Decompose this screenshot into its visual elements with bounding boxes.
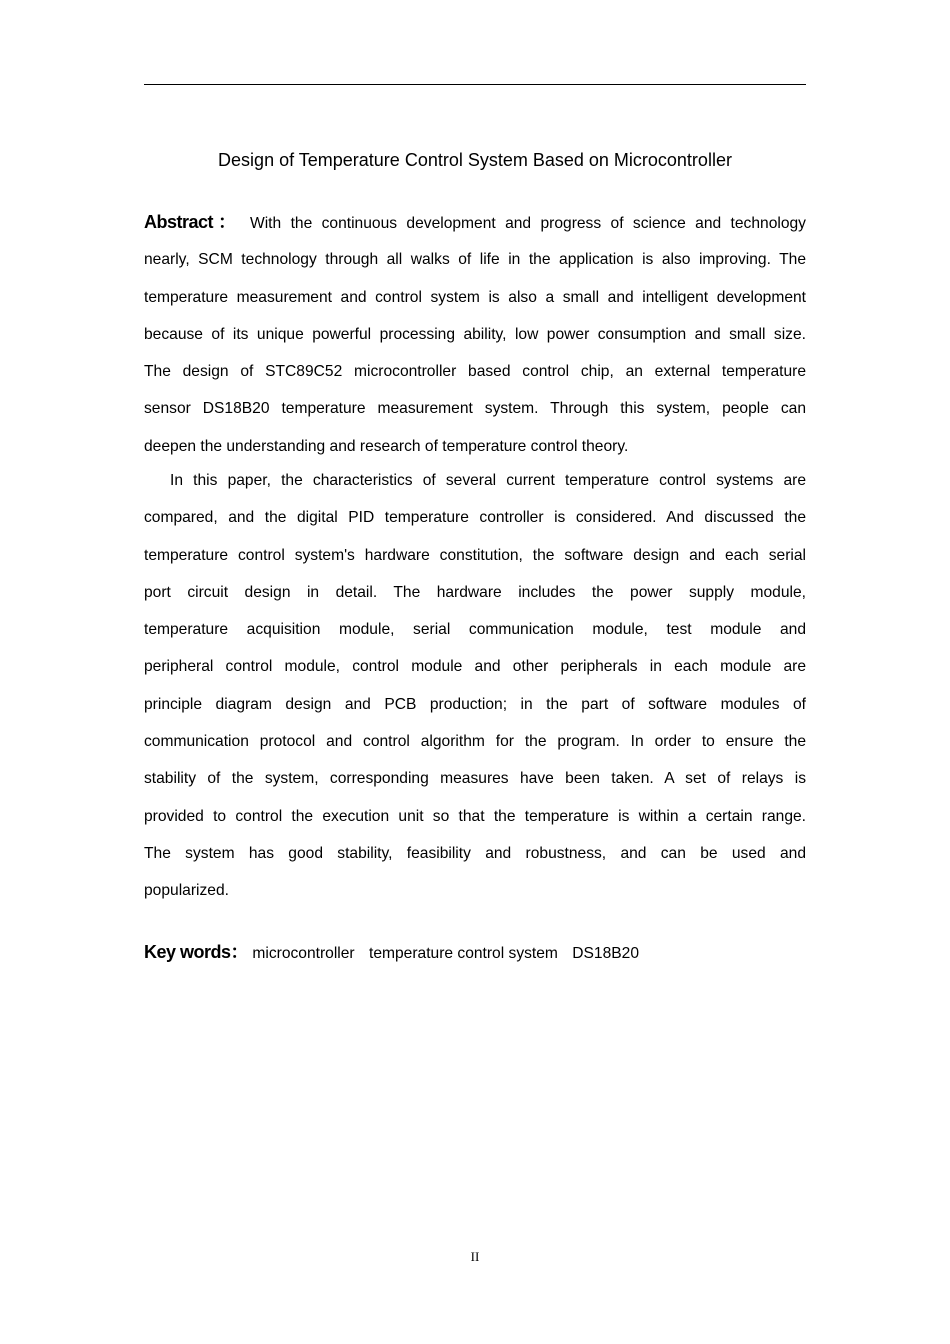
text-line-content: nearly, SCM technology through all walks of life in the application is also improving. The	[144, 251, 806, 269]
text-line	[144, 611, 806, 648]
text-line	[144, 760, 806, 797]
text-line-content: compared, and the digital PID temperature controller is considered. And discussed the	[144, 509, 806, 527]
abstract-paragraph-2	[144, 462, 806, 910]
text-line	[144, 537, 806, 574]
text-line-content: sensor DS18B20 temperature measurement system. Through this system, people can	[144, 400, 806, 418]
paper-title: Design of Temperature Control System Based on Microcontroller	[218, 150, 732, 170]
text-line-content: principle diagram design and PCB production; in the part of software modules of	[144, 695, 806, 713]
keyword: temperature control system	[368, 945, 558, 962]
text-line	[144, 686, 806, 723]
keywords-label: Key words：	[144, 942, 249, 962]
keyword: DS18B20	[572, 945, 640, 962]
text-line	[144, 204, 806, 241]
text-line-content: The system has good stability, feasibility and robustness, and can be used and	[144, 844, 806, 862]
text-line	[144, 241, 806, 278]
text-line	[144, 723, 806, 760]
text-line	[144, 835, 806, 872]
text-line	[144, 462, 806, 499]
text-line-content: temperature measurement and control system is also a small and intelligent development	[144, 288, 806, 306]
text-line	[144, 798, 806, 835]
keywords	[144, 938, 649, 964]
text-line-content: popularized.	[144, 882, 229, 900]
text-line-content: In this paper, the characteristics of several current temperature control systems are	[170, 472, 806, 489]
text-line-content: temperature control system's hardware constitution, the software design and each serial	[144, 546, 806, 564]
text-line	[144, 316, 806, 353]
text-line	[144, 279, 806, 316]
text-line	[144, 353, 806, 390]
text-line-content: temperature acquisition module, serial communication module, test module and	[144, 621, 806, 639]
text-line	[144, 872, 806, 909]
abstract-paragraph-1	[144, 204, 806, 465]
text-line	[144, 390, 806, 427]
text-line-content: The design of STC89C52 microcontroller based control chip, an external temperature	[144, 363, 806, 381]
keyword: microcontroller	[252, 945, 355, 962]
header-rule	[144, 84, 806, 85]
text-line-content: communication protocol and control algorithm for the program. In order to ensure the	[144, 733, 806, 751]
text-line	[144, 574, 806, 611]
text-line	[144, 499, 806, 536]
text-line-content: port circuit design in detail. The hardware includes the power supply module,	[144, 583, 806, 601]
text-line-content: With the continuous development and progress of science and technology	[250, 215, 806, 232]
text-line	[144, 428, 806, 465]
text-line-content: stability of the system, corresponding measures have been taken. A set of relays is	[144, 770, 806, 788]
abstract-label: Abstract：	[144, 212, 241, 232]
text-line-content: peripheral control module, control module and other peripherals in each module are	[144, 658, 806, 676]
page-number: II	[470, 1249, 480, 1264]
text-line	[144, 648, 806, 685]
text-line-content: deepen the understanding and research of temperature control theory.	[144, 437, 629, 455]
text-line-content: provided to control the execution unit so that the temperature is within a certain range.	[144, 807, 806, 825]
text-line-content: because of its unique powerful processing ability, low power consumption and small size.	[144, 325, 806, 343]
